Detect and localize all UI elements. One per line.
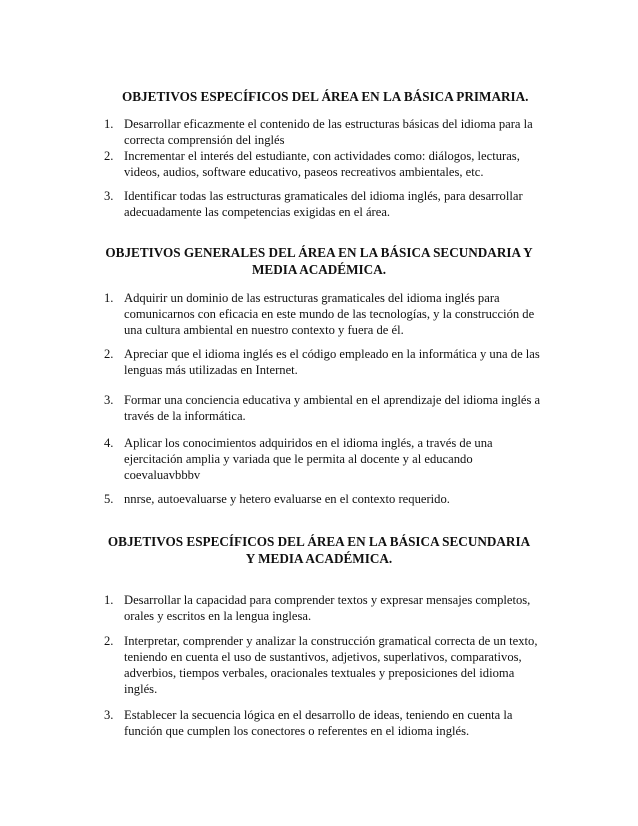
item-text: Desarrollar eficazmente el contenido de las estructuras básicas del idioma para la correcta comprensión del inglés <box>124 117 533 147</box>
item-text: nnrse, autoevaluarse y hetero evaluarse en el contexto requerido. <box>124 492 450 506</box>
item-text: Aplicar los conocimientos adquiridos en el idioma inglés, a través de una ejercitación amplia y variada que le permita al docente y al educando coevaluavbbbv <box>124 436 493 482</box>
section-title-generales: OBJETIVOS GENERALES DEL ÁREA EN LA BÁSICA SECUNDARIA Y MEDIA ACADÉMICA. <box>105 245 533 277</box>
list-item <box>104 707 550 739</box>
section-title-especificos-secundaria: OBJETIVOS ESPECÍFICOS DEL ÁREA EN LA BÁSICA SECUNDARIA Y MEDIA ACADÉMICA. <box>107 534 531 566</box>
item-text: Desarrollar la capacidad para comprender textos y expresar mensajes completos, orales y escritos en la lengua inglesa. <box>124 593 531 623</box>
list-item <box>104 290 550 338</box>
item-number: 3. <box>104 708 114 722</box>
list-item <box>104 116 550 148</box>
item-number: 1. <box>104 117 114 131</box>
list-item <box>104 392 550 424</box>
item-number: 2. <box>104 634 114 648</box>
item-text: Establecer la secuencia lógica en el desarrollo de ideas, teniendo en cuenta la función que cumplen los conectores o referentes en el idioma inglés. <box>124 708 513 738</box>
item-text: Apreciar que el idioma inglés es el código empleado en la informática y una de las lenguas más utilizadas en Internet. <box>124 347 540 377</box>
item-number: 3. <box>104 189 114 203</box>
list-item <box>104 592 550 624</box>
item-text: Adquirir un dominio de las estructuras gramaticales del idioma inglés para comunicarnos con eficacia en este mundo de las tecnologías, y la construcción de una cultura ambiental en nuestro contexto y fuera de él. <box>124 291 535 337</box>
list-item <box>104 491 550 507</box>
item-number: 3. <box>104 393 114 407</box>
item-number: 1. <box>104 593 114 607</box>
list-item <box>104 188 550 220</box>
list-item <box>104 148 550 180</box>
item-number: 2. <box>104 347 114 361</box>
list-item <box>104 346 550 378</box>
item-text: Interpretar, comprender y analizar la construcción gramatical correcta de un texto, teniendo en cuenta el uso de sustantivos, adjetivos, superlativos, comparativos, adverbios, tiempos verbales, oracionales textuales y preposiciones del idioma inglés. <box>124 634 538 696</box>
item-text: Identificar todas las estructuras gramaticales del idioma inglés, para desarrollar adecuadamente las competencias exigidas en el área. <box>124 189 523 219</box>
item-number: 5. <box>104 492 114 506</box>
list-item <box>104 435 550 483</box>
item-text: Formar una conciencia educativa y ambiental en el aprendizaje del idioma inglés a través de la informática. <box>124 393 541 423</box>
item-text: Incrementar el interés del estudiante, con actividades como: diálogos, lecturas, videos, audios, software educativo, paseos recreativos ambientales, etc. <box>124 149 520 179</box>
section-title-primaria: OBJETIVOS ESPECÍFICOS DEL ÁREA EN LA BÁSICA PRIMARIA. <box>122 89 529 104</box>
item-number: 1. <box>104 291 114 305</box>
item-number: 2. <box>104 149 114 163</box>
list-item <box>104 633 550 697</box>
item-number: 4. <box>104 436 114 450</box>
